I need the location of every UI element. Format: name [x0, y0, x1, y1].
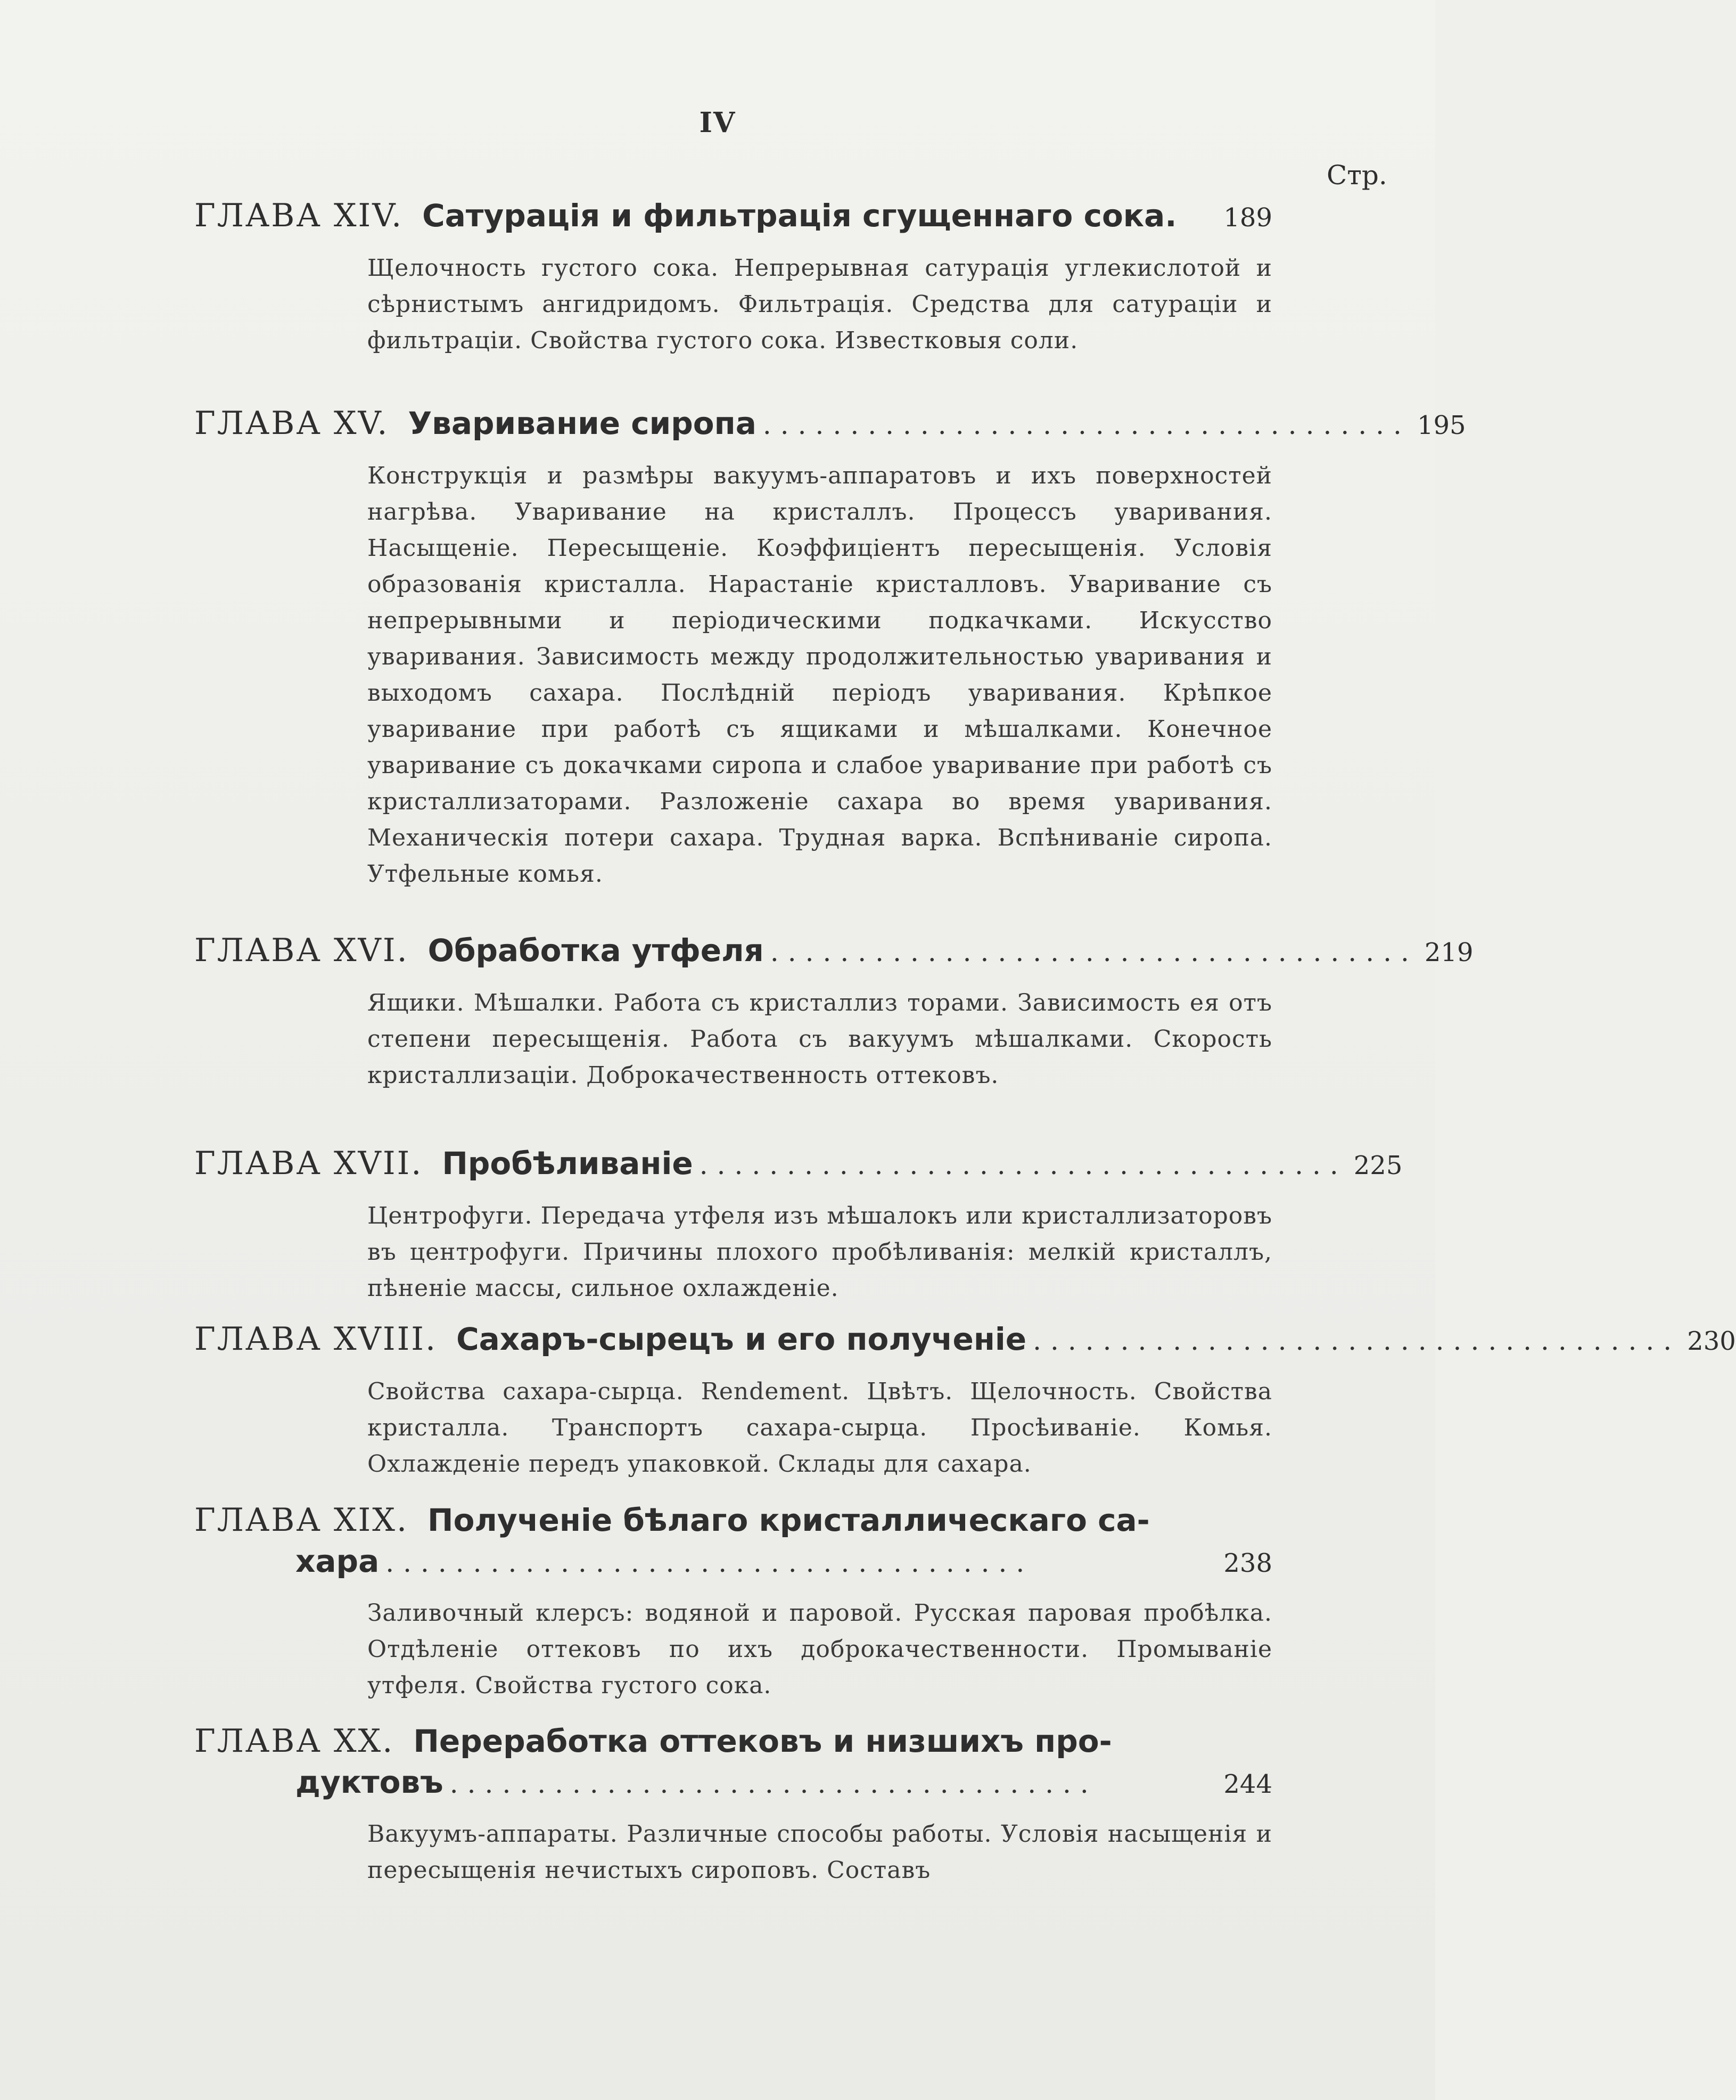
- chapter-heading: [194, 1145, 1403, 1182]
- chapter-label: ГЛАВА XVII.: [194, 1145, 423, 1182]
- chapter-description: Вакуумъ-аппараты. Различные способы работы. Условія насыщенія и пересыщенія нечистыхъ сироповъ. Составъ: [367, 1820, 1272, 1884]
- page-number: IV: [699, 106, 736, 139]
- chapter-heading-continued: [194, 1543, 1272, 1579]
- chapter-heading-continued: [194, 1764, 1272, 1800]
- chapter-heading: [194, 1320, 1736, 1358]
- chapter-description: Центрофуги. Передача утфеля изъ мѣшалокъ или кристаллизаторовъ въ центрофуги. Причины плохого пробѣливанія: мелкій кристаллъ, пѣненіе массы, сильное охлажденіе.: [367, 1202, 1272, 1302]
- chapter-page: 189: [1223, 203, 1272, 233]
- chapter-description: Свойства сахара-сырца. Rendement. Цвѣтъ. Щелочность. Свойства кристалла. Транспортъ сахара-сырца. Просѣиваніе. Комья. Охлажденіе передъ упаковкой. Склады для сахара.: [367, 1378, 1272, 1478]
- chapter-title: Уваривание сиропа: [408, 405, 756, 441]
- chapter-title: Пробѣливаніе: [442, 1145, 693, 1182]
- chapter-page: 244: [1223, 1769, 1272, 1799]
- chapter-page: 230: [1687, 1326, 1736, 1356]
- chapter-description: Ящики. Мѣшалки. Работа съ кристаллиз торами. Зависимость ея отъ степени пересыщенія. Работа съ вакуумъ мѣшалками. Скорость кристаллизаціи. Доброкачественность оттековъ.: [367, 989, 1272, 1089]
- chapter-heading: [194, 932, 1474, 969]
- chapter-entry-xix: [194, 1502, 1272, 1704]
- chapter-page: 238: [1223, 1548, 1272, 1578]
- chapter-page: 219: [1424, 938, 1474, 967]
- chapter-page: 195: [1417, 411, 1466, 440]
- chapter-title: Полученіе бѣлаго кристаллическаго са-: [427, 1502, 1150, 1538]
- chapter-heading: [194, 1502, 1272, 1539]
- dot-leader: .....................................: [699, 1150, 1347, 1180]
- chapter-description: Заливочный клерсъ: водяной и паровой. Русская паровая пробѣлка. Отдѣленіе оттековъ по ихъ доброкачественности. Промываніе утфеля. Свойства густого сока.: [367, 1599, 1272, 1699]
- chapter-title-continued: хара: [295, 1543, 380, 1579]
- chapter-heading: [194, 405, 1466, 442]
- chapter-page: 225: [1353, 1151, 1403, 1180]
- dot-leader: .....................................: [762, 409, 1411, 440]
- chapter-heading: [194, 197, 1272, 234]
- chapter-entry-xx: [194, 1722, 1272, 1889]
- chapter-entry-xvii: [194, 1145, 1403, 1307]
- dot-leader: .....................................: [385, 1547, 1034, 1578]
- chapter-title: Обработка утфеля: [427, 932, 764, 969]
- chapter-entry-xvi: [194, 932, 1474, 1094]
- chapter-label: ГЛАВА XV.: [194, 405, 389, 442]
- chapter-label: ГЛАВА XIV.: [194, 197, 404, 234]
- chapter-label: ГЛАВА XIX.: [194, 1502, 409, 1539]
- dot-leader: .....................................: [1033, 1325, 1681, 1356]
- chapter-entry-xviii: [194, 1320, 1736, 1482]
- page-column-label: Стр.: [1327, 160, 1387, 191]
- chapter-description: Конструкція и размѣры вакуумъ-аппаратовъ и ихъ поверхностей нагрѣва. Уваривание на кристаллъ. Процессъ уваривания. Насыщеніе. Пересыщеніе. Коэффиціентъ пересыщенія. Условія образованія кристалла. Нарастаніе кристалловъ. Уваривание съ непрерывными и періодическими подкачками. Искусство уваривания. Зависимость между продолжительностью уваривания и выходомъ сахара. Послѣдній періодъ уваривания. Крѣпкое уваривание при работѣ съ ящиками и мѣшалками. Конечное уваривание съ докачками сиропа и слабое уваривание при работѣ съ кристаллизаторами. Разложеніе сахара во время уваривания. Механическія потери сахара. Трудная варка. Вспѣниваніе сиропа. Утфельные комья.: [367, 462, 1272, 888]
- chapter-description: Щелочность густого сока. Непрерывная сатурація углекислотой и сѣрнистымъ ангидридомъ. Фильтрація. Средства для сатураціи и фильтраціи. Свойства густого сока. Известковыя соли.: [367, 255, 1272, 354]
- chapter-title: Сатурація и фильтрація сгущеннаго сока.: [422, 198, 1177, 234]
- chapter-title: Сахаръ-сырецъ и его полученіе: [456, 1321, 1027, 1357]
- chapter-entry-xv: [194, 405, 1466, 892]
- chapter-label: ГЛАВА XVI.: [194, 932, 409, 969]
- dot-leader: .....................................: [449, 1768, 1098, 1799]
- chapter-heading: [194, 1722, 1272, 1760]
- chapter-title: Переработка оттековъ и низшихъ про-: [413, 1723, 1112, 1759]
- chapter-label: ГЛАВА XX.: [194, 1722, 394, 1760]
- dot-leader: .....................................: [770, 937, 1418, 967]
- chapter-entry-xiv: [194, 197, 1272, 359]
- chapter-label: ГЛАВА XVIII.: [194, 1320, 438, 1358]
- chapter-title-continued: дуктовъ: [295, 1764, 443, 1800]
